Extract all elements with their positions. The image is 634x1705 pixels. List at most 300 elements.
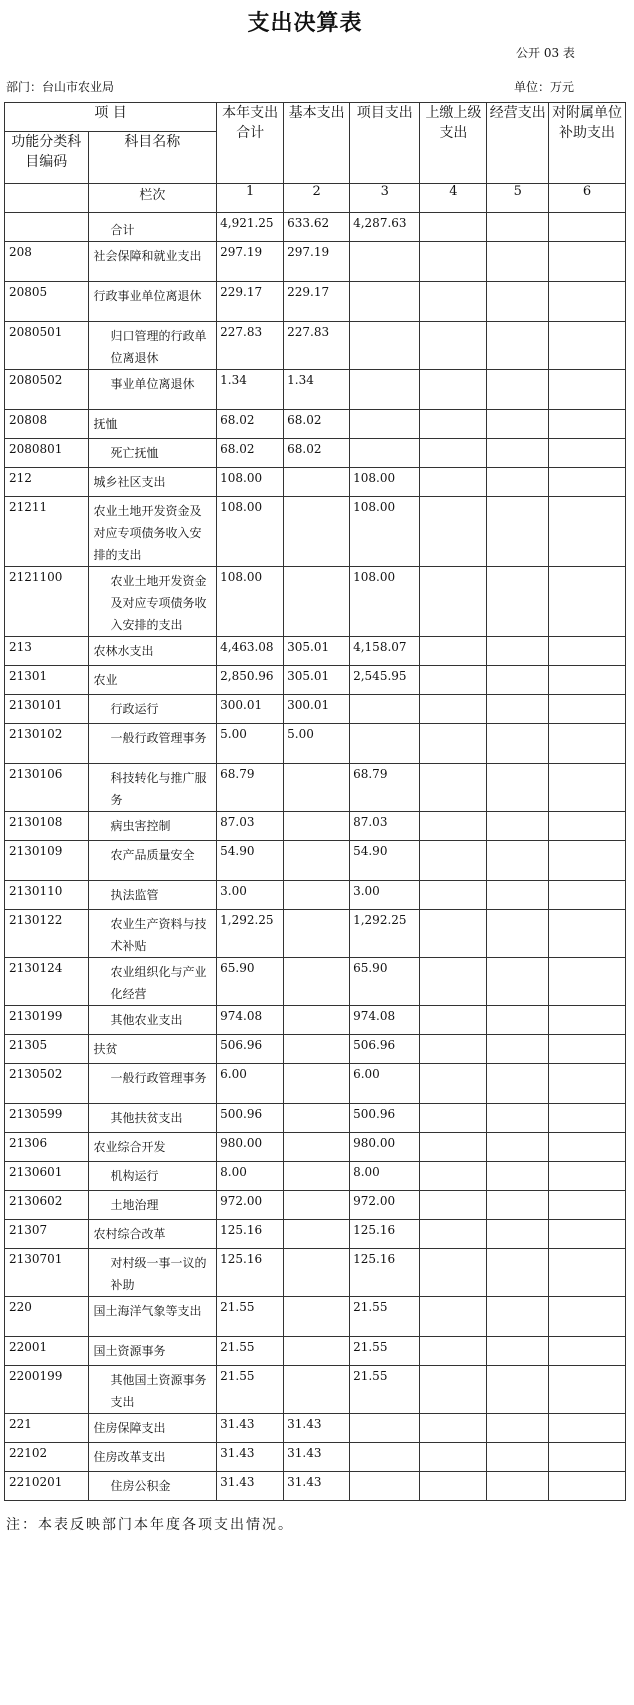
project-amount: 87.03 — [350, 812, 420, 841]
project-amount: 108.00 — [350, 497, 420, 567]
empty-cell — [487, 322, 549, 370]
empty-cell — [487, 637, 549, 666]
empty-cell — [549, 370, 626, 410]
subject-name: 国土海洋气象等支出 — [88, 1297, 217, 1337]
table-row — [5, 1472, 626, 1501]
subject-name: 归口管理的行政单位离退休 — [88, 322, 217, 370]
subject-name: 土地治理 — [88, 1191, 217, 1220]
basic-amount: 633.62 — [284, 213, 350, 242]
subject-code: 2080501 — [5, 322, 89, 370]
empty-cell — [549, 695, 626, 724]
total-amount: 125.16 — [217, 1249, 284, 1297]
empty-cell — [487, 567, 549, 637]
table-row — [5, 242, 626, 282]
empty-cell — [487, 1191, 549, 1220]
empty-cell — [420, 666, 487, 695]
column-number-row — [5, 184, 626, 213]
subject-name: 社会保障和就业支出 — [88, 242, 217, 282]
empty-cell — [487, 1035, 549, 1064]
header-func-code: 功能分类科目编码 — [5, 132, 89, 184]
header-basic: 基本支出 — [284, 103, 350, 184]
empty-cell — [549, 1191, 626, 1220]
empty-cell — [420, 497, 487, 567]
department-label: 部门：台山市农业局 — [6, 80, 115, 94]
project-amount — [350, 439, 420, 468]
table-row — [5, 1337, 626, 1366]
project-amount: 8.00 — [350, 1162, 420, 1191]
empty-cell — [487, 910, 549, 958]
empty-cell — [420, 410, 487, 439]
subject-name: 抚恤 — [88, 410, 217, 439]
empty-cell — [487, 724, 549, 764]
subject-code: 2130199 — [5, 1006, 89, 1035]
empty-cell — [420, 881, 487, 910]
subject-name: 事业单位离退休 — [88, 370, 217, 410]
table-row — [5, 841, 626, 881]
total-amount: 4,463.08 — [217, 637, 284, 666]
table-row — [5, 764, 626, 812]
basic-amount: 305.01 — [284, 666, 350, 695]
total-label: 合计 — [88, 213, 217, 242]
table-row — [5, 468, 626, 497]
subject-name: 执法监管 — [88, 881, 217, 910]
empty-cell — [420, 468, 487, 497]
subject-code: 20808 — [5, 410, 89, 439]
empty-cell — [549, 910, 626, 958]
subject-code: 21301 — [5, 666, 89, 695]
empty-cell — [420, 1366, 487, 1414]
empty-cell — [487, 282, 549, 322]
table-row — [5, 881, 626, 910]
empty-cell — [487, 1472, 549, 1501]
empty-cell — [420, 1191, 487, 1220]
subject-code: 21305 — [5, 1035, 89, 1064]
subject-code: 2130502 — [5, 1064, 89, 1104]
total-amount: 31.43 — [217, 1472, 284, 1501]
column-number: 4 — [420, 184, 487, 213]
subject-name: 病虫害控制 — [88, 812, 217, 841]
basic-amount — [284, 1297, 350, 1337]
total-amount: 6.00 — [217, 1064, 284, 1104]
total-amount: 21.55 — [217, 1337, 284, 1366]
basic-amount — [284, 910, 350, 958]
subject-name: 一般行政管理事务 — [88, 1064, 217, 1104]
project-amount — [350, 322, 420, 370]
empty-cell — [420, 439, 487, 468]
empty-cell — [549, 410, 626, 439]
total-amount: 31.43 — [217, 1414, 284, 1443]
table-row — [5, 1064, 626, 1104]
empty-cell — [420, 282, 487, 322]
basic-amount — [284, 1249, 350, 1297]
subject-name: 机构运行 — [88, 1162, 217, 1191]
subject-code: 2080801 — [5, 439, 89, 468]
empty-cell — [420, 1133, 487, 1162]
subject-code: 2130106 — [5, 764, 89, 812]
empty-cell — [420, 764, 487, 812]
project-amount: 108.00 — [350, 468, 420, 497]
total-amount: 1.34 — [217, 370, 284, 410]
total-amount: 1,292.25 — [217, 910, 284, 958]
subject-name: 农业生产资料与技术补贴 — [88, 910, 217, 958]
subject-code: 22102 — [5, 1443, 89, 1472]
empty-cell — [487, 370, 549, 410]
empty-cell — [549, 1006, 626, 1035]
subject-code: 2130102 — [5, 724, 89, 764]
empty-cell — [549, 1337, 626, 1366]
basic-amount — [284, 881, 350, 910]
subject-name: 行政事业单位离退休 — [88, 282, 217, 322]
subject-name: 农产品质量安全 — [88, 841, 217, 881]
subject-name: 住房改革支出 — [88, 1443, 217, 1472]
empty-cell — [549, 958, 626, 1006]
empty-cell — [549, 567, 626, 637]
empty-cell — [420, 1443, 487, 1472]
empty-cell — [420, 322, 487, 370]
subject-code: 213 — [5, 637, 89, 666]
total-amount: 21.55 — [217, 1366, 284, 1414]
project-amount: 21.55 — [350, 1366, 420, 1414]
table-row — [5, 637, 626, 666]
project-amount: 500.96 — [350, 1104, 420, 1133]
total-amount: 8.00 — [217, 1162, 284, 1191]
table-row — [5, 910, 626, 958]
subject-code: 2130602 — [5, 1191, 89, 1220]
total-amount: 108.00 — [217, 567, 284, 637]
table-row — [5, 1249, 626, 1297]
empty-cell — [420, 1035, 487, 1064]
table-row — [5, 1366, 626, 1414]
table-row — [5, 567, 626, 637]
subject-name: 科技转化与推广服务 — [88, 764, 217, 812]
empty-cell — [487, 1006, 549, 1035]
project-amount: 506.96 — [350, 1035, 420, 1064]
empty-cell — [549, 1414, 626, 1443]
empty-cell — [487, 242, 549, 282]
project-amount: 125.16 — [350, 1220, 420, 1249]
project-amount — [350, 1443, 420, 1472]
basic-amount — [284, 1064, 350, 1104]
subject-name: 其他扶贫支出 — [88, 1104, 217, 1133]
basic-amount — [284, 1133, 350, 1162]
empty-cell — [420, 242, 487, 282]
subject-code: 2130109 — [5, 841, 89, 881]
total-amount: 68.79 — [217, 764, 284, 812]
basic-amount: 227.83 — [284, 322, 350, 370]
subject-code: 220 — [5, 1297, 89, 1337]
basic-amount — [284, 497, 350, 567]
footnote: 注：本表反映部门本年度各项支出情况。 — [6, 1517, 294, 1533]
project-amount: 125.16 — [350, 1249, 420, 1297]
subject-name: 农业土地开发资金及对应专项债务收入安排的支出 — [88, 567, 217, 637]
empty-cell — [487, 1104, 549, 1133]
total-amount: 108.00 — [217, 468, 284, 497]
subject-name: 其他农业支出 — [88, 1006, 217, 1035]
empty-cell — [487, 497, 549, 567]
project-amount: 65.90 — [350, 958, 420, 1006]
table-row — [5, 695, 626, 724]
empty-cell — [487, 1162, 549, 1191]
subject-name: 农村综合改革 — [88, 1220, 217, 1249]
empty-cell — [420, 1337, 487, 1366]
empty-cell — [420, 370, 487, 410]
basic-amount: 68.02 — [284, 410, 350, 439]
subject-code: 2130599 — [5, 1104, 89, 1133]
empty-cell — [420, 1249, 487, 1297]
total-amount: 3.00 — [217, 881, 284, 910]
basic-amount — [284, 958, 350, 1006]
basic-amount — [284, 764, 350, 812]
empty-cell — [487, 1366, 549, 1414]
empty-cell — [487, 1133, 549, 1162]
empty-cell — [549, 1064, 626, 1104]
basic-amount: 297.19 — [284, 242, 350, 282]
basic-amount: 305.01 — [284, 637, 350, 666]
header-total: 本年支出合计 — [217, 103, 284, 184]
total-amount: 500.96 — [217, 1104, 284, 1133]
subject-code: 21306 — [5, 1133, 89, 1162]
empty-cell — [549, 468, 626, 497]
total-amount: 2,850.96 — [217, 666, 284, 695]
column-number-label: 栏次 — [88, 184, 217, 213]
subject-name: 其他国土资源事务支出 — [88, 1366, 217, 1414]
empty-cell — [549, 242, 626, 282]
expenditure-table — [4, 102, 626, 1501]
empty-cell — [549, 322, 626, 370]
subject-name: 扶贫 — [88, 1035, 217, 1064]
empty-cell — [549, 282, 626, 322]
column-number: 6 — [549, 184, 626, 213]
empty-cell — [420, 1064, 487, 1104]
basic-amount — [284, 1220, 350, 1249]
empty-cell — [549, 666, 626, 695]
empty-cell — [420, 637, 487, 666]
total-amount: 108.00 — [217, 497, 284, 567]
empty-cell — [549, 637, 626, 666]
table-row — [5, 1443, 626, 1472]
table-row — [5, 724, 626, 764]
total-amount: 972.00 — [217, 1191, 284, 1220]
basic-amount — [284, 812, 350, 841]
empty-cell — [549, 764, 626, 812]
empty-cell — [549, 497, 626, 567]
table-row — [5, 1104, 626, 1133]
table-row — [5, 958, 626, 1006]
basic-amount — [284, 468, 350, 497]
form-number: 公开 03 表 — [516, 46, 575, 60]
basic-amount — [284, 1337, 350, 1366]
header-item: 项 目 — [5, 103, 217, 132]
empty-cell — [487, 1337, 549, 1366]
subject-name: 对村级一事一议的补助 — [88, 1249, 217, 1297]
header-business: 经营支出 — [487, 103, 549, 184]
total-amount: 5.00 — [217, 724, 284, 764]
subject-code: 2121100 — [5, 567, 89, 637]
subject-name: 城乡社区支出 — [88, 468, 217, 497]
empty-cell — [487, 958, 549, 1006]
project-amount — [350, 1414, 420, 1443]
total-amount: 21.55 — [217, 1297, 284, 1337]
subject-name: 死亡抚恤 — [88, 439, 217, 468]
empty-cell — [549, 1297, 626, 1337]
total-row — [5, 213, 626, 242]
project-amount: 4,287.63 — [350, 213, 420, 242]
basic-amount: 31.43 — [284, 1472, 350, 1501]
header-subject-name: 科目名称 — [88, 132, 217, 184]
empty-cell — [487, 695, 549, 724]
header-remit: 上缴上级支出 — [420, 103, 487, 184]
empty-cell — [549, 724, 626, 764]
empty-cell — [487, 1064, 549, 1104]
empty-cell — [487, 764, 549, 812]
basic-amount: 229.17 — [284, 282, 350, 322]
column-number: 2 — [284, 184, 350, 213]
basic-amount: 68.02 — [284, 439, 350, 468]
empty-cell — [487, 881, 549, 910]
empty-cell — [487, 666, 549, 695]
table-row — [5, 1297, 626, 1337]
subject-code: 2130122 — [5, 910, 89, 958]
project-amount — [350, 242, 420, 282]
empty-cell — [420, 958, 487, 1006]
header-project: 项目支出 — [350, 103, 420, 184]
empty-cell — [549, 1249, 626, 1297]
project-amount: 3.00 — [350, 881, 420, 910]
basic-amount — [284, 567, 350, 637]
table-row — [5, 1133, 626, 1162]
table-row — [5, 1006, 626, 1035]
empty-cell — [420, 1104, 487, 1133]
basic-amount: 1.34 — [284, 370, 350, 410]
empty-cell — [549, 1472, 626, 1501]
table-row — [5, 1191, 626, 1220]
empty-cell — [487, 1414, 549, 1443]
project-amount: 54.90 — [350, 841, 420, 881]
subject-code: 212 — [5, 468, 89, 497]
total-amount: 506.96 — [217, 1035, 284, 1064]
project-amount — [350, 724, 420, 764]
empty-cell — [487, 1297, 549, 1337]
subject-code: 2200199 — [5, 1366, 89, 1414]
empty-cell — [420, 841, 487, 881]
subject-code: 21307 — [5, 1220, 89, 1249]
basic-amount: 300.01 — [284, 695, 350, 724]
total-amount: 54.90 — [217, 841, 284, 881]
total-amount: 4,921.25 — [217, 213, 284, 242]
table-row — [5, 439, 626, 468]
project-amount: 980.00 — [350, 1133, 420, 1162]
column-number: 1 — [217, 184, 284, 213]
unit-label: 单位：万元 — [514, 80, 575, 94]
project-amount: 21.55 — [350, 1337, 420, 1366]
table-row — [5, 812, 626, 841]
subject-code: 2080502 — [5, 370, 89, 410]
subject-code: 2130110 — [5, 881, 89, 910]
empty-cell — [420, 1472, 487, 1501]
empty-cell — [420, 1162, 487, 1191]
empty-cell — [487, 439, 549, 468]
subject-name: 住房公积金 — [88, 1472, 217, 1501]
empty-cell — [487, 812, 549, 841]
project-amount — [350, 695, 420, 724]
total-amount: 229.17 — [217, 282, 284, 322]
subject-code: 221 — [5, 1414, 89, 1443]
subject-code: 22001 — [5, 1337, 89, 1366]
project-amount — [350, 282, 420, 322]
empty-cell — [487, 841, 549, 881]
project-amount: 974.08 — [350, 1006, 420, 1035]
total-amount: 980.00 — [217, 1133, 284, 1162]
empty-cell — [549, 881, 626, 910]
table-row — [5, 410, 626, 439]
subject-name: 农业 — [88, 666, 217, 695]
empty-cell — [549, 1443, 626, 1472]
project-amount: 972.00 — [350, 1191, 420, 1220]
column-number: 5 — [487, 184, 549, 213]
table-row — [5, 322, 626, 370]
empty-cell — [487, 1220, 549, 1249]
column-number: 3 — [350, 184, 420, 213]
total-amount: 87.03 — [217, 812, 284, 841]
project-amount: 4,158.07 — [350, 637, 420, 666]
subject-code: 208 — [5, 242, 89, 282]
basic-amount — [284, 1035, 350, 1064]
subject-name: 农业组织化与产业化经营 — [88, 958, 217, 1006]
empty-cell — [549, 439, 626, 468]
empty-cell — [420, 724, 487, 764]
empty-cell — [487, 1249, 549, 1297]
empty-cell — [487, 468, 549, 497]
empty-cell — [549, 1220, 626, 1249]
total-amount: 297.19 — [217, 242, 284, 282]
table-row — [5, 1414, 626, 1443]
table-row — [5, 370, 626, 410]
basic-amount — [284, 1104, 350, 1133]
subject-name: 国土资源事务 — [88, 1337, 217, 1366]
total-amount: 300.01 — [217, 695, 284, 724]
project-amount: 108.00 — [350, 567, 420, 637]
subject-code: 21211 — [5, 497, 89, 567]
project-amount — [350, 1472, 420, 1501]
project-amount: 68.79 — [350, 764, 420, 812]
subject-name: 住房保障支出 — [88, 1414, 217, 1443]
subject-code: 2130101 — [5, 695, 89, 724]
subject-code: 2130701 — [5, 1249, 89, 1297]
total-amount: 65.90 — [217, 958, 284, 1006]
empty-cell — [549, 812, 626, 841]
subject-code: 20805 — [5, 282, 89, 322]
project-amount: 1,292.25 — [350, 910, 420, 958]
subject-name: 农林水支出 — [88, 637, 217, 666]
empty-cell — [420, 695, 487, 724]
total-amount: 974.08 — [217, 1006, 284, 1035]
basic-amount — [284, 1006, 350, 1035]
table-row — [5, 497, 626, 567]
empty-cell — [549, 1104, 626, 1133]
subject-name: 行政运行 — [88, 695, 217, 724]
project-amount: 6.00 — [350, 1064, 420, 1104]
subject-code: 2130124 — [5, 958, 89, 1006]
basic-amount: 5.00 — [284, 724, 350, 764]
project-amount: 21.55 — [350, 1297, 420, 1337]
project-amount: 2,545.95 — [350, 666, 420, 695]
empty-cell — [420, 1297, 487, 1337]
subject-name: 农业土地开发资金及对应专项债务收入安排的支出 — [88, 497, 217, 567]
empty-cell — [420, 910, 487, 958]
basic-amount — [284, 1191, 350, 1220]
total-amount: 68.02 — [217, 439, 284, 468]
page-title: 支出决算表 — [247, 10, 363, 36]
